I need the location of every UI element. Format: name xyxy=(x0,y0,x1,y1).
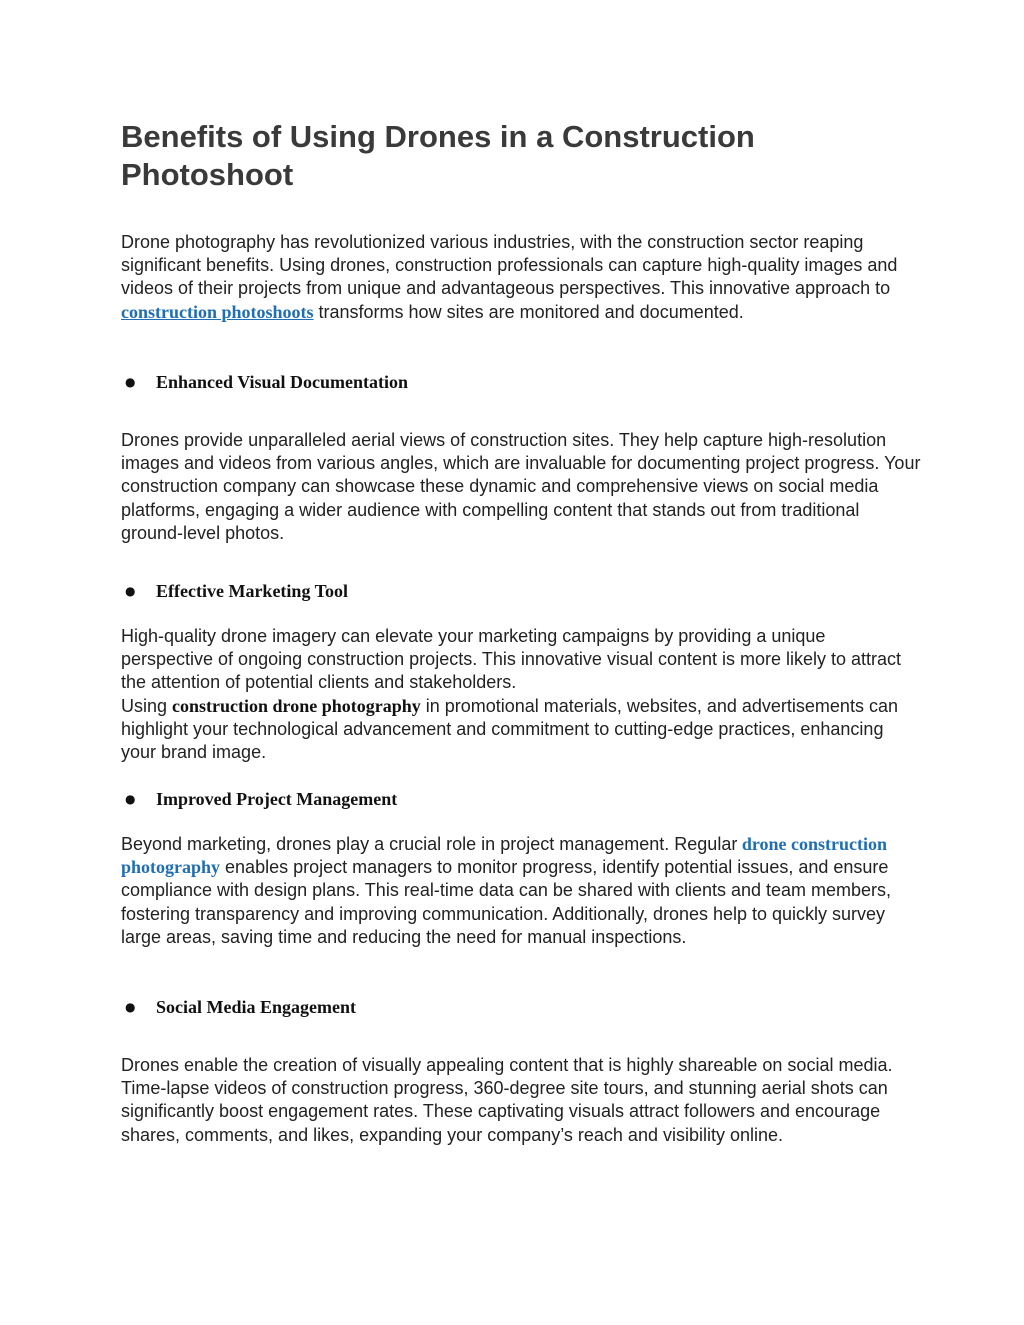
bullet-icon: ● xyxy=(125,584,136,598)
intro-paragraph xyxy=(121,231,921,324)
section-paragraph-social-media: Drones enable the creation of visually appealing content that is highly shareable on social media. Time-lapse videos of construction progress, 360-degree site tours, and stunning aerial shots can significantly boost engagement rates. These captivating visuals attract followers and encourage shares, comments, and likes, expanding your company’s reach and visibility online. xyxy=(121,1055,893,1145)
bullet-icon: ● xyxy=(125,1000,136,1014)
bullet-heading: Enhanced Visual Documentation xyxy=(156,372,409,392)
intro-text-after-link: transforms how sites are monitored and documented. xyxy=(313,301,744,322)
project-text-before-link: Beyond marketing, drones play a crucial role in project management. Regular xyxy=(121,834,738,854)
page-title: Benefits of Using Drones in a Construction Photoshoot xyxy=(121,119,755,192)
bullet-icon: ● xyxy=(125,792,136,806)
drone-construction-photography-link[interactable]: drone construction photography xyxy=(121,834,887,878)
project-text-after-link: enables project managers to monitor progress, identify potential issues, and ensure compliance with design plans. This real-time data can be shared with clients and team members, fostering transparency and improving communication. Additionally, drones help to quickly survey large areas, saving time and reducing the need for manual inspections. xyxy=(121,857,892,947)
bullet-heading: Improved Project Management xyxy=(156,789,398,809)
bullet-icon: ● xyxy=(125,375,136,389)
section-paragraph-marketing-2 xyxy=(121,695,921,765)
bullet-heading: Social Media Engagement xyxy=(156,997,356,1017)
section-paragraph-project-management xyxy=(121,833,921,949)
construction-photoshoots-link[interactable]: construction photoshoots xyxy=(121,301,314,322)
construction-drone-photography-emphasis: construction drone photography xyxy=(172,696,421,716)
section-paragraph-marketing-1: High-quality drone imagery can elevate your marketing campaigns by providing a unique perspective of ongoing construction projects. This innovative visual content is more likely to attract the attention of potential clients and stakeholders. xyxy=(121,626,902,693)
marketing-text-before: Using xyxy=(121,696,173,716)
intro-text-before-link: Drone photography has revolutionized various industries, with the construction sector reaping significant benefits. Using drones, construction professionals can capture high-quality images and videos of their projects from unique and advantageous perspectives. This innovative approach to xyxy=(121,232,898,299)
section-paragraph-visual-documentation: Drones provide unparalleled aerial views of construction sites. They help capture high-resolution images and videos from various angles, which are invaluable for documenting project progress. Your construction company can showcase these dynamic and comprehensive views on social media platforms, engaging a wider audience with compelling content that stands out from traditional ground-level photos. xyxy=(121,430,921,543)
marketing-text-after: in promotional materials, websites, and advertisements can highlight your technological advancement and commitment to cutting-edge practices, enhancing your brand image. xyxy=(121,696,898,763)
bullet-heading: Effective Marketing Tool xyxy=(156,581,348,601)
